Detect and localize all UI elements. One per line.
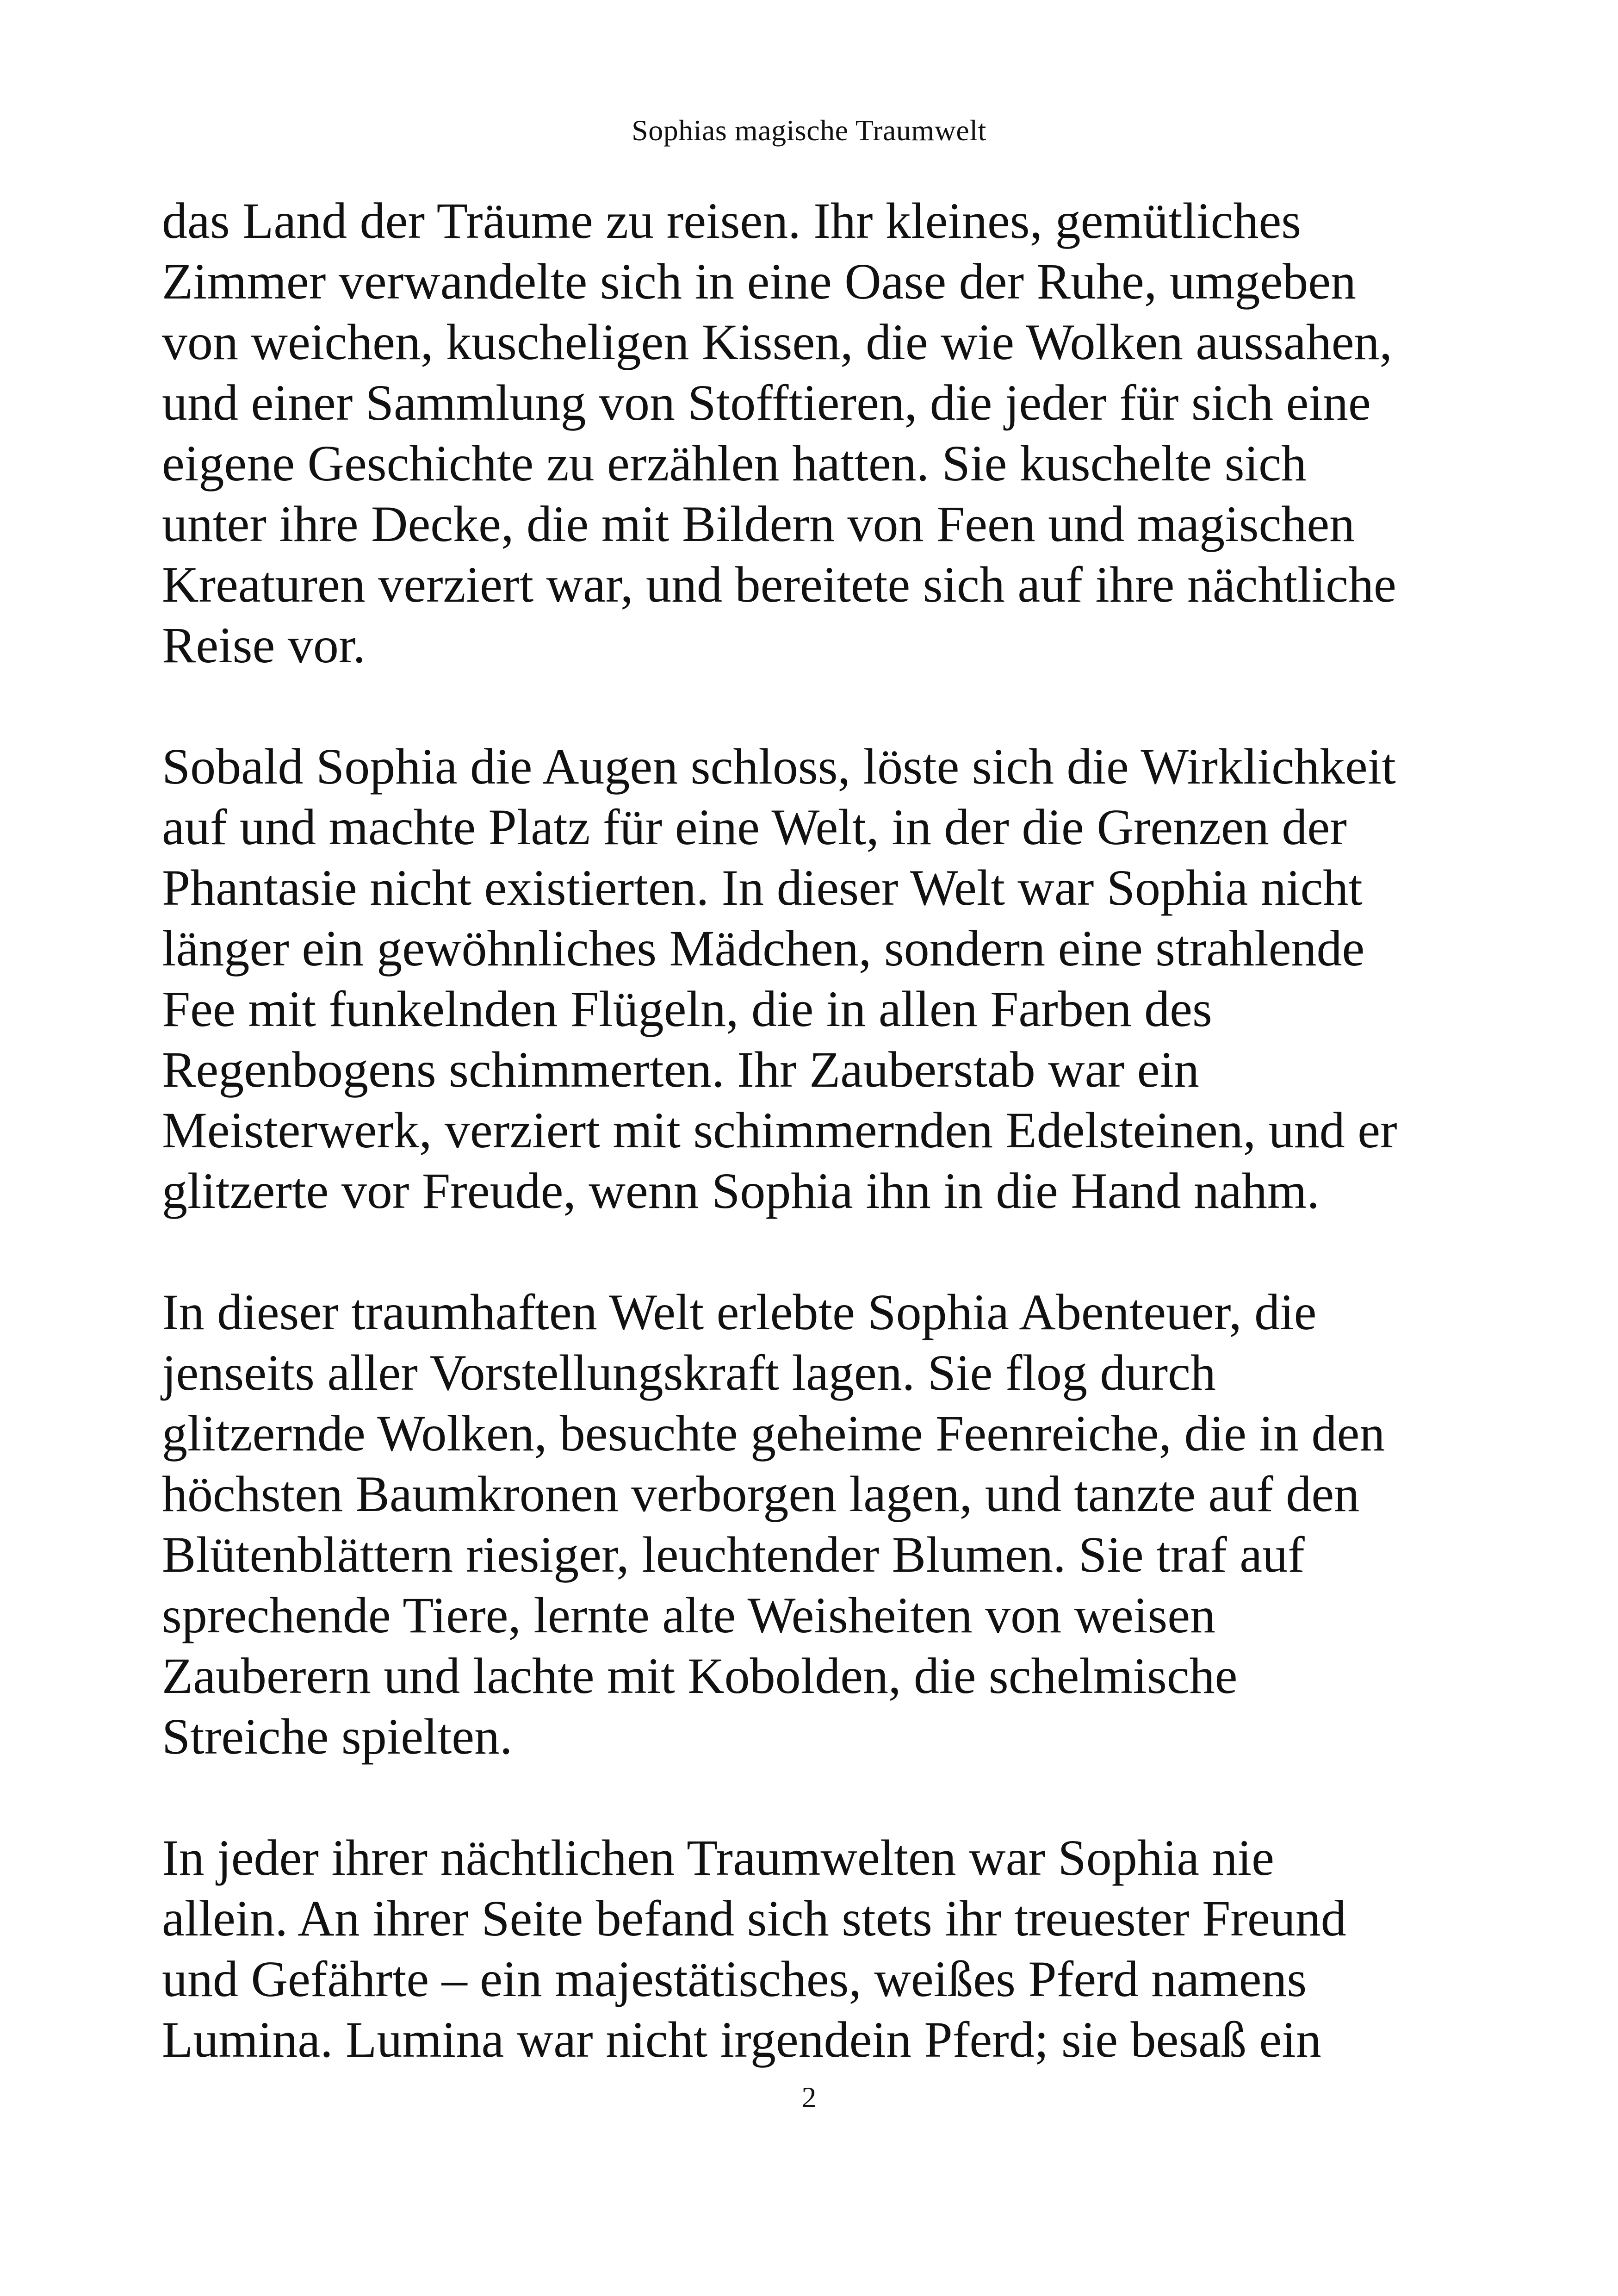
text-line: Blütenblättern riesiger, leuchtender Blumen. Sie traf auf: [162, 1526, 1305, 1583]
text-line: Zauberern und lachte mit Kobolden, die schelmische: [162, 1648, 1238, 1704]
text-line: Zimmer verwandelte sich in eine Oase der Ruhe, umgeben: [162, 253, 1357, 310]
text-line: Meisterwerk, verziert mit schimmernden Edelsteinen, und er: [162, 1102, 1397, 1158]
text-line: glitzernde Wolken, besuchte geheime Feenreiche, die in den: [162, 1405, 1385, 1462]
text-line: länger ein gewöhnliches Mädchen, sondern eine strahlende: [162, 920, 1365, 977]
page-number: 2: [801, 2081, 817, 2114]
paragraph-spacer: [162, 1221, 1457, 1282]
text-line: Regenbogens schimmerten. Ihr Zauberstab war ein: [162, 1041, 1200, 1098]
text-line: In dieser traumhaften Welt erlebte Sophia Abenteuer, die: [162, 1284, 1317, 1340]
text-line: Fee mit funkelnden Flügeln, die in allen Farben des: [162, 981, 1212, 1037]
text-line: In jeder ihrer nächtlichen Traumwelten war Sophia nie: [162, 1829, 1274, 1886]
paragraph: [162, 191, 1457, 676]
paragraph: [162, 1828, 1457, 2070]
text-line: Lumina. Lumina war nicht irgendein Pferd; sie besaß ein: [162, 2011, 1321, 2068]
running-header: Sophias magische Traumwelt: [632, 114, 986, 147]
text-line: auf und machte Platz für eine Welt, in der die Grenzen der: [162, 799, 1347, 855]
text-line: eigene Geschichte zu erzählen hatten. Sie kuschelte sich: [162, 435, 1307, 492]
text-line: das Land der Träume zu reisen. Ihr kleines, gemütliches: [162, 193, 1302, 249]
text-line: Streiche spielten.: [162, 1708, 513, 1765]
text-line: von weichen, kuscheligen Kissen, die wie Wolken aussahen,: [162, 314, 1393, 370]
text-line: höchsten Baumkronen verborgen lagen, und tanzte auf den: [162, 1466, 1360, 1522]
body-text: [162, 191, 1457, 2070]
paragraph: [162, 736, 1457, 1221]
text-line: sprechende Tiere, lernte alte Weisheiten von weisen: [162, 1587, 1216, 1643]
text-line: Kreaturen verziert war, und bereitete sich auf ihre nächtliche: [162, 556, 1396, 613]
text-line: glitzerte vor Freude, wenn Sophia ihn in die Hand nahm.: [162, 1163, 1320, 1219]
text-line: und einer Sammlung von Stofftieren, die jeder für sich eine: [162, 374, 1371, 431]
paragraph-spacer: [162, 676, 1457, 736]
text-line: Sobald Sophia die Augen schloss, löste sich die Wirklichkeit: [162, 738, 1396, 795]
text-line: unter ihre Decke, die mit Bildern von Feen und magischen: [162, 496, 1355, 552]
text-line: und Gefährte – ein majestätisches, weißes Pferd namens: [162, 1951, 1307, 2007]
text-line: jenseits aller Vorstellungskraft lagen. Sie flog durch: [162, 1344, 1216, 1401]
paragraph-spacer: [162, 1767, 1457, 1828]
paragraph: [162, 1282, 1457, 1767]
text-line: Phantasie nicht existierten. In dieser Welt war Sophia nicht: [162, 859, 1363, 916]
text-line: Reise vor.: [162, 617, 366, 673]
text-line: allein. An ihrer Seite befand sich stets ihr treuester Freund: [162, 1890, 1346, 1947]
